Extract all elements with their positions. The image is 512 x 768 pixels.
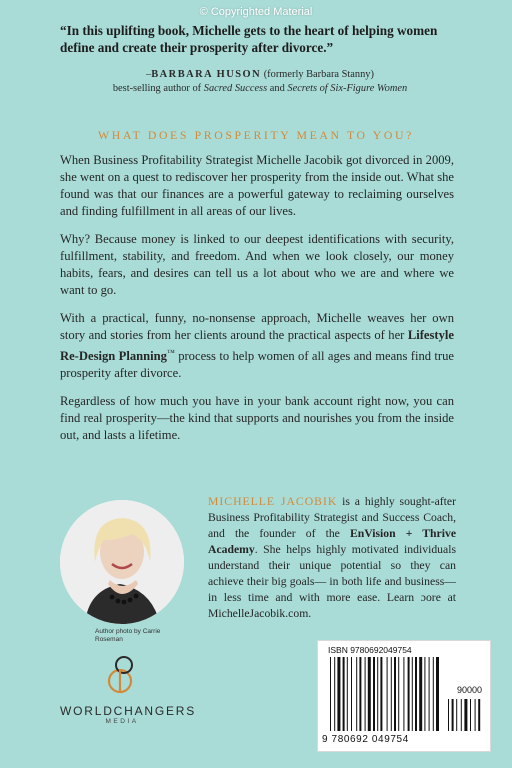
bio-text-end: . She helps highly motivated individuals understand their unique potential so they can achieve their big goals— in both life and business—in less time and with more ease. Learn ɔore at MichelleJacobik.com.	[208, 543, 456, 620]
program-name: Lifestyle Re-Design Planning	[60, 328, 454, 364]
endorsement-quote: “In this uplifting book, Michelle gets to the heart of helping women define and create their prosperity after divorce.”	[60, 23, 438, 55]
attribution-and: and	[269, 83, 285, 94]
paragraph-2: Why? Because money is linked to our deepest identifications with security, fulfillment, stability, and freedom. And when we look closely, our money habits, fears, and desires can tell us a lot about who we are and where we want to go.	[60, 232, 454, 297]
price-code: 90000	[456, 685, 482, 695]
isbn-label: ISBN 9780692049754	[328, 645, 412, 655]
paragraph-3	[60, 310, 454, 382]
author-name: MICHELLE JACOBIK	[208, 495, 338, 508]
trademark-symbol: ™	[166, 348, 175, 357]
paragraph-1: When Business Profitability Strategist Michelle Jacobik got divorced in 2009, she went on a quest to rediscover her prosperity from the inside out. What she found was that our finances are a powerful gateway to reclaiming ourselves and finding fulfillment in all areas of our lives.	[60, 153, 454, 218]
publisher-subname: MEDIA	[105, 718, 139, 725]
publisher-name: WORLDCHANGERS	[60, 704, 197, 718]
publisher-logo	[60, 653, 197, 753]
paragraph-3-start: With a practical, funny, no-nonsense approach, Michelle weaves her own story and stories from her clients around the practical aspects of her	[60, 311, 454, 342]
endorsement-attribution	[60, 68, 460, 96]
description-body	[60, 152, 454, 455]
isbn-barcode	[317, 640, 491, 752]
attribution-dash: –	[146, 69, 152, 80]
endorser-book-2: Secrets of Six-Figure Women	[287, 83, 408, 94]
endorser-name: BARBARA HUSON	[151, 69, 262, 80]
section-heading: WHAT DOES PROSPERITY MEAN TO YOU?	[98, 128, 414, 142]
bio-text-start: is a highly sought-after Business Profitability Strategist and Success Coach, and the founder of the	[208, 495, 457, 540]
academy-name: EnVision + Thrive Academy	[208, 527, 457, 556]
copyright-notice: © Copyrighted Material	[199, 6, 313, 18]
endorser-note: (formerly Barbara Stanny)	[263, 69, 374, 80]
author-photo	[60, 500, 184, 624]
photo-credit: Author photo by Carrie Roseman	[95, 628, 161, 643]
publisher-mark-icon	[102, 653, 142, 697]
endorser-credential: best-selling author of	[112, 83, 202, 94]
endorser-book-1: Sacred Success	[203, 83, 268, 94]
author-bio	[208, 494, 456, 622]
paragraph-4: Regardless of how much you have in your bank account right now, you can find real prosperity—the kind that supports and nourishes you from the inside out, and lasts a lifetime.	[60, 394, 454, 443]
isbn-digits: 9 780692 049754	[322, 734, 409, 745]
paragraph-3-end: process to help women of all ages and means find true prosperity after divorce.	[60, 349, 455, 381]
